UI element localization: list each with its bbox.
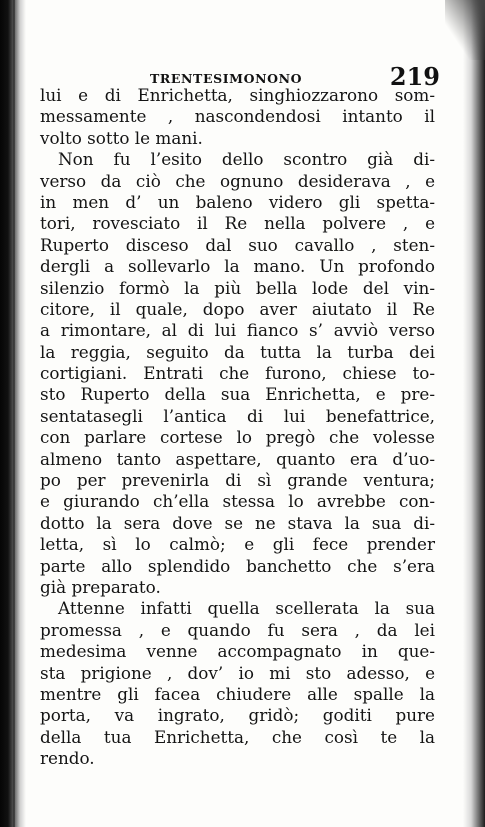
- text-line: e giurando ch’ella stessa lo avrebbe con-: [40, 491, 435, 512]
- text-line: sta prigione , dov’ io mi sto adesso, e: [40, 662, 435, 683]
- text-line: a rimontare, al di lui fianco s’ avviò verso: [40, 320, 435, 341]
- text-line: silenzio formò la più bella lode del vin-: [40, 277, 435, 298]
- text-line: citore, il quale, dopo aver aiutato il Re: [40, 298, 435, 319]
- text-line: almeno tanto aspettare, quanto era d’uo-: [40, 448, 435, 469]
- text-line: la reggia, seguito da tutta la turba dei: [40, 341, 435, 362]
- text-line: rendo.: [40, 748, 95, 769]
- text-line: mentre gli facea chiudere alle spalle la: [40, 683, 435, 704]
- body-text: [40, 85, 435, 770]
- text-line: dotto la sera dove se ne stava la sua di-: [40, 512, 435, 533]
- text-line: medesima venne accompagnato in que-: [40, 641, 435, 662]
- text-line: messamente , nascondendosi intanto il: [40, 106, 435, 127]
- text-line: con parlare cortese lo pregò che volesse: [40, 427, 435, 448]
- text-line: già preparato.: [40, 576, 161, 597]
- text-line: po per prevenirla di sì grande ventura;: [40, 470, 435, 491]
- text-line: Ruperto disceso dal suo cavallo , sten-: [40, 234, 435, 255]
- text-line: letta, sì lo calmò; e gli fece prender: [40, 534, 435, 555]
- text-line: dergli a sollevarlo la mano. Un profondo: [40, 256, 435, 277]
- text-line: sentatasegli l’antica di lui benefattrice,: [40, 405, 435, 426]
- text-line: verso da ciò che ognuno desiderava , e: [40, 170, 435, 191]
- text-line: della tua Enrichetta, che così te la: [40, 726, 435, 747]
- text-line: in men d’ un baleno videro gli spetta-: [40, 191, 435, 212]
- text-line: lui e di Enrichetta, singhiozzarono som-: [40, 85, 435, 105]
- text-line: volto sotto le mani.: [40, 127, 203, 148]
- text-line: promessa , e quando fu sera , da lei: [40, 619, 435, 640]
- text-line: Non fu l’esito dello scontro già di-: [58, 149, 435, 170]
- page-edge-shadow: [463, 0, 485, 827]
- text-line: sto Ruperto della sua Enrichetta, e pre-: [40, 384, 435, 405]
- page-number: 219: [389, 62, 440, 91]
- corner-shadow: [445, 0, 485, 60]
- text-line: tori, rovesciato il Re nella polvere , e: [40, 213, 435, 234]
- running-title: TRENTESIMONONO: [150, 71, 303, 86]
- text-line: Attenne infatti quella scellerata la sua: [58, 598, 435, 619]
- text-line: porta, va ingrato, gridò; goditi pure: [40, 705, 435, 726]
- text-line: parte allo splendido banchetto che s’era: [40, 555, 435, 576]
- page-edge-line: [13, 0, 15, 827]
- text-line: cortigiani. Entrati che furono, chiese to-: [40, 363, 435, 384]
